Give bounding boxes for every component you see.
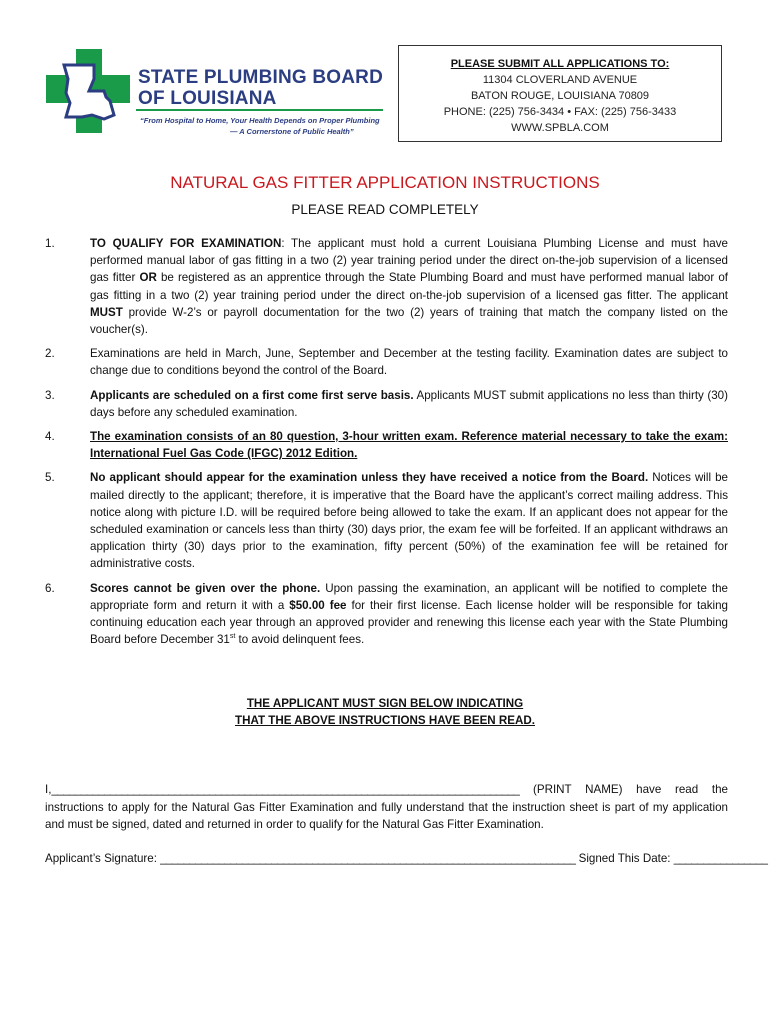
item-text-part: Notices will be mailed directly to the applicant; therefore, it is imperative that the Board have the applicant’s correct mailing address. This notice along with picture I.D. will be required before being allowed to take the exam. If an applicant does not appear for the scheduled examination or cancels less than thirty (30) days prior, the exam fee will be forfeited. If an applicant withdraws an application thirty (30) days prior to the examination, fifty percent (50%) of the examination fee will be retained for administrative costs. (90, 471, 728, 571)
board-name (138, 67, 383, 109)
item-text-part: Applicants MUST submit applications no less than thirty (30) days before any scheduled examination. (90, 388, 728, 419)
page-title: NATURAL GAS FITTER APPLICATION INSTRUCTIONS (170, 173, 600, 192)
list-item (45, 428, 728, 462)
item-text-part: be registered as an apprentice through the State Plumbing Board and must have performed manual labor of gas fitting in a two (2) year training period under the direct on-the-job supervision of a licensed gas fitter. The applicant (90, 271, 728, 302)
attest-prefix: I, (45, 783, 52, 796)
item-bold-or: OR (139, 271, 157, 285)
sign-heading (0, 696, 770, 729)
signature-label: Applicant’s Signature: (45, 852, 161, 865)
item-text (90, 580, 728, 649)
item-text-part: provide W-2’s or payroll documentation for the two (2) years of training that match the company listed on the voucher(s). (90, 305, 728, 337)
instruction-list (45, 235, 728, 655)
address-city: BATON ROUGE, LOUISIANA 70809 (470, 90, 650, 102)
list-item (45, 580, 728, 649)
tagline (140, 115, 380, 137)
tagline-line1: “From Hospital to Home, Your Health Depends on Proper Plumbing (140, 116, 380, 125)
item-text-part: Upon passing the examination, an applicant will be notified to complete the appropriate form and return it with a (90, 581, 729, 612)
item-text (90, 387, 728, 421)
item-text-part: : The applicant must hold a current Louisiana Plumbing License and must have performed manual labor of gas fitting in a two (2) year training period under the direct on-the-job supervision of a licensed gas fitter (90, 237, 728, 285)
attestation-paragraph (45, 781, 728, 834)
address-street: 11304 CLOVERLAND AVENUE (482, 74, 638, 86)
signature-field[interactable]: _______________________________________________________________________ (160, 852, 576, 865)
tagline-line2: — A Cornerstone of Public Health” (230, 127, 354, 136)
item-text (90, 235, 728, 338)
signature-line (45, 850, 768, 867)
attest-text: (PRINT NAME) have read the instructions to apply for the Natural Gas Fitter Examination and fully understand that the instruction sheet is part of my application and must be signed, dated and returned in order to qualify for the Natural Gas Fitter Examination. (45, 783, 728, 831)
sign-heading-line1: THE APPLICANT MUST SIGN BELOW INDICATING (246, 697, 524, 710)
item-number: 1. (45, 237, 55, 250)
board-logo (44, 45, 384, 140)
item-text-part: to avoid delinquent fees. (235, 633, 365, 647)
submission-address-box (398, 45, 722, 142)
list-item (45, 235, 728, 338)
print-name-field[interactable]: ________________________________________________________________________________ (51, 783, 520, 796)
louisiana-cross-icon (44, 45, 136, 137)
item-bold: Scores cannot be given over the phone. (90, 581, 321, 595)
item-bold: Applicants are scheduled on a first come first serve basis. (90, 388, 414, 402)
item-text-part: Examinations are held in March, June, September and December at the testing facility. Examination dates are subject to change due to conditions beyond the control of the Board. (90, 347, 728, 378)
list-item (45, 387, 728, 421)
sign-heading-line2: THAT THE ABOVE INSTRUCTIONS HAVE BEEN READ. (235, 713, 535, 727)
list-item (45, 345, 728, 379)
logo-rule (136, 109, 383, 111)
item-bold: The examination consists of an 80 question, 3-hour written exam. Reference material necessary to take the exam: International Fuel Gas Code (IFGC) 2012 Edition. (90, 430, 728, 461)
item-bold-fee: $50.00 fee (289, 598, 347, 612)
address-phone-fax: PHONE: (225) 756-3434 • FAX: (225) 756-3433 (443, 106, 677, 118)
item-bold: No applicant should appear for the examination unless they have received a notice from the Board. (90, 471, 649, 485)
page-subtitle: PLEASE READ COMPLETELY (291, 202, 479, 217)
list-item (45, 469, 728, 572)
item-superscript: st (229, 633, 236, 641)
item-bold: TO QUALIFY FOR EXAMINATION (90, 237, 282, 250)
item-number: 4. (45, 430, 55, 444)
item-number: 5. (45, 471, 55, 485)
item-number: 3. (45, 388, 55, 402)
address-box-title: PLEASE SUBMIT ALL APPLICATIONS TO: (450, 58, 670, 70)
board-name-line1: STATE PLUMBING BOARD (138, 67, 384, 88)
item-number: 6. (45, 581, 55, 595)
address-website: WWW.SPBLA.COM (511, 122, 609, 134)
item-number: 2. (45, 347, 55, 361)
item-text (90, 469, 728, 572)
board-name-line2: OF LOUISIANA (138, 88, 277, 109)
signed-date-field[interactable]: ________________ (673, 852, 768, 865)
item-text-part: for their first license. Each license holder will be responsible for taking continuing education each year through an approved provider and renewing this license each year with the State Plumbing Board before December 31 (90, 598, 728, 647)
item-text (90, 345, 728, 379)
item-bold-must: MUST (90, 305, 123, 319)
signed-date-label: Signed This Date: (575, 852, 674, 865)
item-text (90, 428, 728, 462)
